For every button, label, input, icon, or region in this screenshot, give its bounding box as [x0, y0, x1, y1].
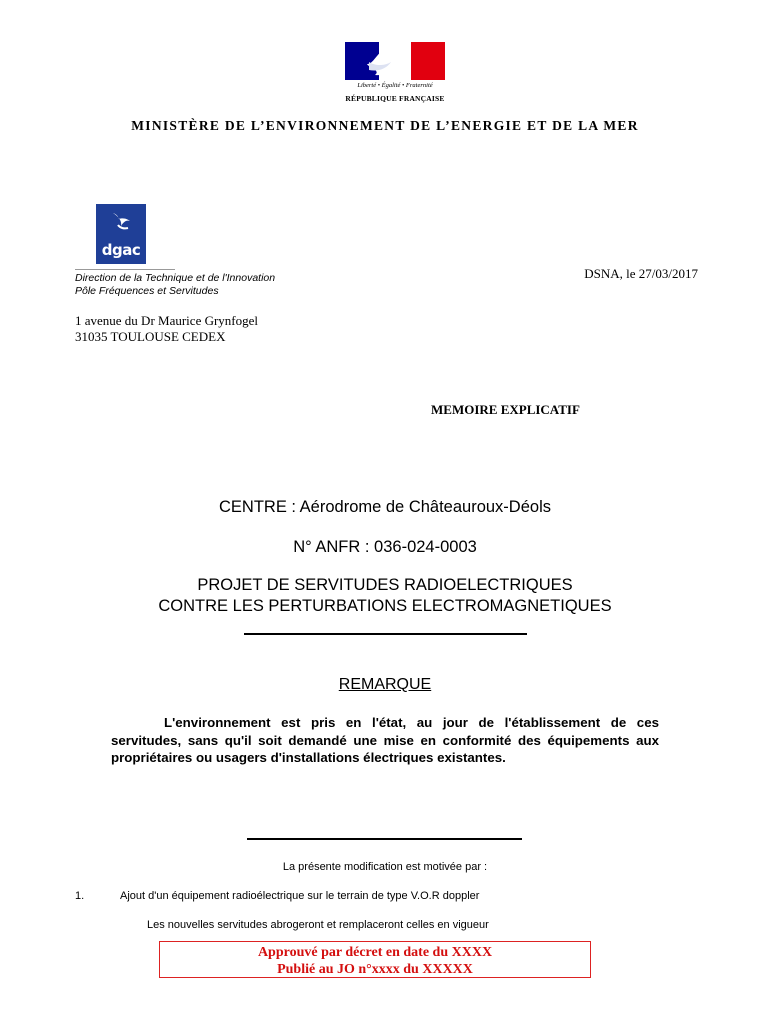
date-line: DSNA, le 27/03/2017 — [584, 266, 698, 281]
approval-decree: Approuvé par décret en date du XXXX — [257, 945, 493, 960]
dgac-logo-text: dgac — [101, 241, 141, 259]
ministry-title: MINISTÈRE DE L’ENVIRONNEMENT DE L’ENERGIE ET DE LA MER — [131, 118, 639, 133]
bird-icon — [110, 210, 132, 232]
dgac-logo — [96, 204, 146, 264]
projet-title-line2: CONTRE LES PERTURBATIONS ELECTROMAGNETIQUES — [158, 597, 612, 615]
direction-name: Direction de la Technique et de l'Innovation — [75, 272, 276, 284]
abrogation-note: Les nouvelles servitudes abrogeront et remplaceront celles en vigueur — [147, 919, 489, 931]
pole-name: Pôle Fréquences et Servitudes — [75, 285, 219, 297]
remarque-paragraph: L'environnement est pris en l'état, au jour de l'établissement de ces servitudes, sans qu'il soit demandé une mise en conformité des équipements aux propriétaires ou usagers d'installations électriques existantes. — [111, 715, 659, 765]
marianne-flag-icon — [345, 42, 445, 80]
address-line2: 31035 TOULOUSE CEDEX — [75, 329, 226, 344]
logo-divider — [75, 269, 175, 270]
anfr-number: N° ANFR : 036-024-0003 — [293, 538, 477, 556]
modification-intro: La présente modification est motivée par : — [282, 861, 488, 873]
logo-motto: Liberté • Égalité • Fraternité — [357, 82, 433, 89]
republique-francaise-logo — [345, 42, 445, 108]
approval-box — [159, 941, 591, 978]
remarque-heading: REMARQUE — [338, 676, 432, 693]
address-line1: 1 avenue du Dr Maurice Grynfogel — [75, 313, 259, 328]
list-item: Ajout d'un équipement radioélectrique sur le terrain de type V.O.R doppler — [120, 890, 480, 902]
centre-title: CENTRE : Aérodrome de Châteauroux-Déols — [219, 498, 551, 516]
document-type: MEMOIRE EXPLICATIF — [431, 402, 580, 417]
divider-bottom — [247, 838, 522, 840]
divider-top — [244, 633, 527, 635]
logo-republique-francaise: RÉPUBLIQUE FRANÇAISE — [345, 94, 445, 103]
projet-title-line1: PROJET DE SERVITUDES RADIOELECTRIQUES — [197, 576, 573, 594]
approval-publication: Publié au JO n°xxxx du XXXXX — [277, 962, 473, 977]
list-item-number: 1. — [75, 890, 85, 902]
